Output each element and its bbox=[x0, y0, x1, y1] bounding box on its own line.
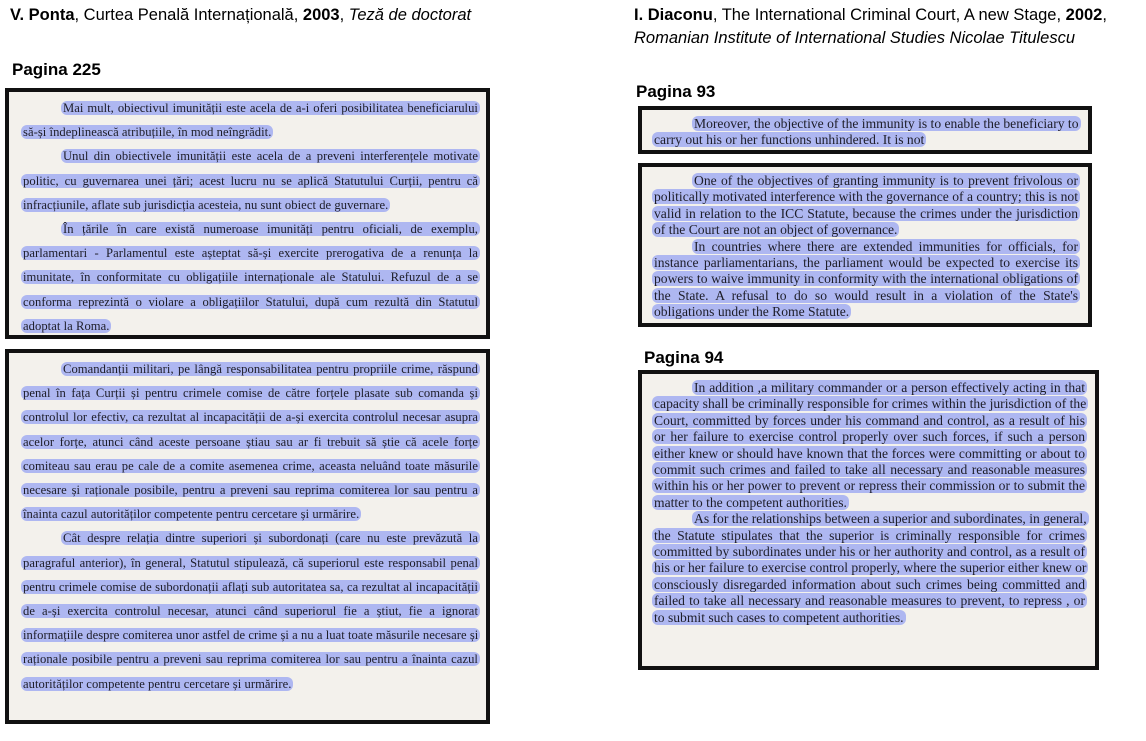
left-work-title: Curtea Penală Internațională bbox=[83, 6, 294, 24]
left-box1-paragraph-3: În țările în care există numeroase imunități pentru oficiali, de exemplu, parlamentari - Parlamentul este așteptat să-și exercite prerogativa de a renunța la imunitate, în conformitate cu obligațiile internaționale ale Statului. Refuzul de a se conforma reprezintă o violare a obligațiilor Statului, după cum rezultă din Statutul adoptat la Roma. bbox=[23, 222, 478, 333]
left-box2-paragraph-1: Comandanții militari, pe lângă responsabilitatea pentru propriile crime, răspund penal în fața Curții și pentru crimele comise de către forțele plasate sub comanda și controlul lor efectiv, ca rezultat al incapacității de a-și exercita controlul necesar asupra acelor forțe, atunci când aceste persoane știau sau ar fi trebuit să știe că acele forțe comiteau sau erau pe cale de a comite asemenea crime, aceasta neluând toate măsurile necesare și raționale posibile, pentru a preveni sau reprima comiterea lor sau pentru a înainta cazul autorităților competente pentru cercetare și urmărire. bbox=[23, 362, 478, 522]
right-page-label-93: Pagina 93 bbox=[636, 82, 716, 101]
left-excerpt-box-1 bbox=[5, 88, 490, 339]
right-author: I. Diaconu bbox=[634, 6, 713, 24]
right-page-label-94: Pagina 94 bbox=[644, 348, 724, 367]
left-box1-paragraph-1: Mai mult, obiectivul imunității este acela de a-i oferi posibilitatea beneficiarului să-și îndeplinească atribuțiile, în mod neîngrădit. bbox=[23, 101, 478, 140]
right-excerpt-box-3 bbox=[638, 370, 1099, 670]
left-box1-paragraph-2: Unul din obiectivele imunității este acela de a preveni interferențele motivate politic, cu guvernarea unei țări; acest lucru nu se aplică Statutului Curții, pentru că infracțiunile, aflate sub jurisdicția acesteia, nu sunt obiect de guvernare. bbox=[23, 149, 478, 212]
left-author: V. Ponta bbox=[10, 6, 75, 24]
right-publisher: Romanian Institute of International Studies Nicolae Titulescu bbox=[634, 29, 1076, 47]
right-box2-paragraph-1: One of the objectives of granting immunity is to prevent frivolous or politically motivated interference with the governance of a country; this is not valid in relation to the ICC Statute, because the crimes under the jurisdiction of the Court are not an object of governance. bbox=[654, 173, 1078, 238]
left-excerpt-box-2 bbox=[5, 349, 490, 724]
right-box2-paragraph-2: In countries where there are extended immunities for officials, for instance parliamentarians, the parliament would be expected to exercise its powers to waive immunity in conformity with the international obligations of the State. A refusal to do so would result in a violation of the State's obligations under the Rome Statute. bbox=[654, 238, 1078, 320]
right-excerpt-box-1 bbox=[638, 106, 1092, 154]
right-box3-paragraph-1: In addition ,a military commander or a person effectively acting in that capacity shall be criminally responsible for crimes within the jurisdiction of the Court, committed by forces under his command and control, as a result of his or her failure to exercise control properly over such forces, if such a person either knew or should have known that the forces were committing or about to commit such crimes and failed to take all necessary and reasonable measures within his or her power to prevent or repress their commission or to submit the matter to the competent authorities. bbox=[654, 380, 1087, 510]
left-source-citation: V. Ponta, Curtea Penală Internațională, 2003, Teză de doctorat bbox=[10, 6, 472, 24]
right-box3-paragraph-2: As for the relationships between a superior and subordinates, in general, the Statute stipulates that the superior is criminally responsible for crimes committed by subordinates under his or her authority and control, as a result of his or her failure to exercise control properly, where the superior either knew or consciously disregarded information about such crimes being committed and failed to take all necessary and reasonable measures to prevent, to repress , or to submit such cases to competent authorities. bbox=[654, 511, 1087, 625]
right-box1-paragraph-1: Moreover, the objective of the immunity is to enable the beneficiary to carry out his or her functions unhindered. It is not bbox=[654, 116, 1079, 148]
right-year: 2002 bbox=[1065, 6, 1103, 24]
left-work-type: Teză de doctorat bbox=[348, 6, 472, 24]
right-work-title: The International Criminal Court, A new Stage bbox=[721, 6, 1057, 24]
left-page-label: Pagina 225 bbox=[12, 60, 101, 79]
left-year: 2003 bbox=[302, 6, 340, 24]
right-source-citation: I. Diaconu, The International Criminal Court, A new Stage, 2002, Romanian Institute of International Studies Nicolae Titulescu bbox=[634, 6, 1107, 47]
left-box2-paragraph-2: Cât despre relația dintre superiori și subordonați (care nu este prevăzută la paragraful anterior), în general, Statutul stipulează, că superiorul este responsabil penal pentru crimele comise de subordonații aflați sub autoritatea sa, ca rezultat al incapacității de a-și exercita controlul necesar, atunci când superiorul fie a știut, fie a ignorat informațiile despre comiterea unor astfel de crime și a nu a luat toate măsurile necesare și raționale posibile pentru a preveni sau reprima comiterea lor sau pentru a înainta cazul autorităților competente pentru cercetare și urmărire. bbox=[23, 531, 479, 691]
right-excerpt-box-2 bbox=[638, 163, 1092, 327]
